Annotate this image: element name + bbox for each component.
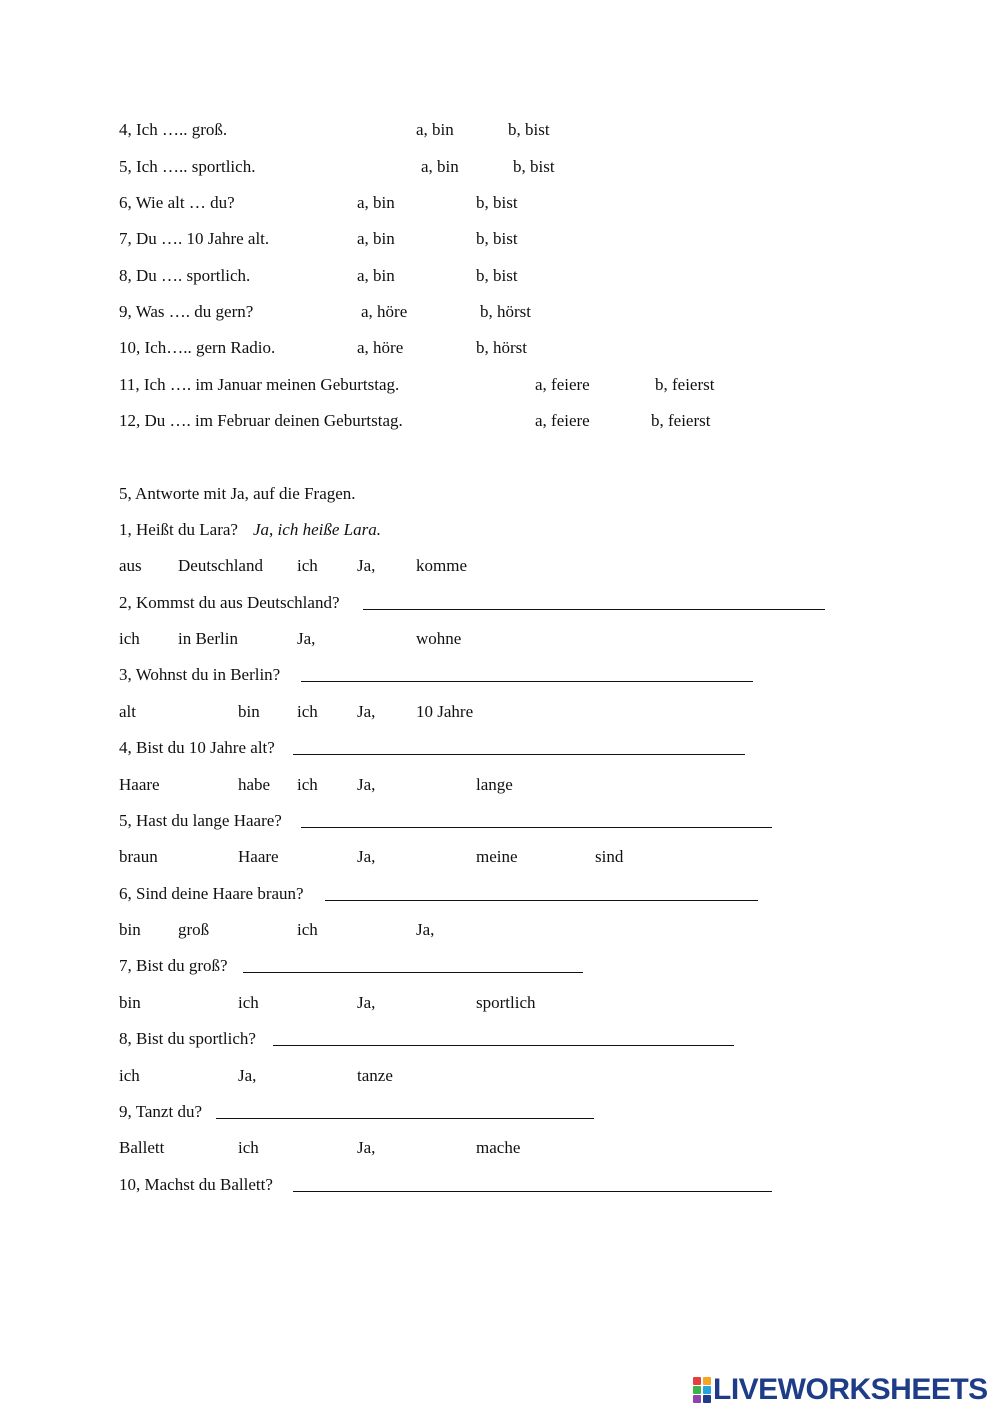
word-chip: Deutschland xyxy=(178,556,263,575)
word-chip: in Berlin xyxy=(178,629,238,648)
question-text: 5, Hast du lange Haare? xyxy=(119,811,282,830)
mc-option-b[interactable]: b, feierst xyxy=(651,411,711,430)
mc-option-a[interactable]: a, bin xyxy=(357,193,395,212)
word-chip: ich xyxy=(297,556,318,575)
mc-question: 12, Du …. im Februar deinen Geburtstag. xyxy=(119,411,403,430)
word-chip: bin xyxy=(238,702,260,721)
word-chip: Ja, xyxy=(416,920,435,939)
answer-blank[interactable] xyxy=(363,609,825,610)
word-bank xyxy=(0,1135,1000,1161)
word-chip: mache xyxy=(476,1138,521,1157)
example-line xyxy=(0,517,1000,543)
word-chip: komme xyxy=(416,556,467,575)
word-chip: Ja, xyxy=(238,1066,257,1085)
word-bank xyxy=(0,1063,1000,1089)
word-chip: Ja, xyxy=(357,847,376,866)
mc-question: 8, Du …. sportlich. xyxy=(119,266,251,285)
word-chip: bin xyxy=(119,993,141,1012)
answer-blank[interactable] xyxy=(273,1045,734,1046)
answer-blank[interactable] xyxy=(243,972,583,973)
question-text: 3, Wohnst du in Berlin? xyxy=(119,665,281,684)
word-bank xyxy=(0,990,1000,1016)
mc-question: 11, Ich …. im Januar meinen Geburtstag. xyxy=(119,375,400,394)
question-line xyxy=(0,735,1000,761)
mc-line xyxy=(0,226,1000,252)
word-chip: tanze xyxy=(357,1066,393,1085)
answer-blank[interactable] xyxy=(301,681,753,682)
word-chip: ich xyxy=(119,629,140,648)
question-line xyxy=(0,1099,1000,1125)
mc-option-a[interactable]: a, bin xyxy=(357,266,395,285)
mc-option-b[interactable]: b, bist xyxy=(513,157,555,176)
word-chip: sportlich xyxy=(476,993,536,1012)
question-text: 2, Kommst du aus Deutschland? xyxy=(119,593,340,612)
word-chip: ich xyxy=(238,1138,259,1157)
word-bank xyxy=(0,699,1000,725)
mc-question: 10, Ich….. gern Radio. xyxy=(119,338,276,357)
mc-option-a[interactable]: a, höre xyxy=(357,338,404,357)
mc-question: 5, Ich ….. sportlich. xyxy=(119,157,256,176)
mc-line xyxy=(0,190,1000,216)
brand-name: LIVEWORKSHEETS xyxy=(713,1373,988,1406)
answer-blank[interactable] xyxy=(293,754,745,755)
word-chip: Haare xyxy=(119,775,160,794)
mc-option-a[interactable]: a, höre xyxy=(361,302,408,321)
mc-option-b[interactable]: b, bist xyxy=(476,266,518,285)
word-chip: ich xyxy=(238,993,259,1012)
word-chip: Haare xyxy=(238,847,279,866)
word-chip: Ja, xyxy=(357,556,376,575)
mc-option-b[interactable]: b, feierst xyxy=(655,375,715,394)
question-text: 10, Machst du Ballett? xyxy=(119,1175,273,1194)
liveworksheets-logo-icon xyxy=(693,1377,711,1403)
mc-line xyxy=(0,335,1000,361)
question-line xyxy=(0,1026,1000,1052)
mc-option-a[interactable]: a, feiere xyxy=(535,411,590,430)
word-bank xyxy=(0,626,1000,652)
exercise-title: 5, Antworte mit Ja, auf die Fragen. xyxy=(119,484,356,503)
mc-line xyxy=(0,154,1000,180)
answer-blank[interactable] xyxy=(216,1118,594,1119)
word-chip: wohne xyxy=(416,629,462,648)
question-text: 7, Bist du groß? xyxy=(119,956,228,975)
word-chip: groß xyxy=(178,920,210,939)
word-chip: braun xyxy=(119,847,158,866)
answer-blank[interactable] xyxy=(325,900,758,901)
word-chip: Ja, xyxy=(357,993,376,1012)
mc-question: 4, Ich ….. groß. xyxy=(119,120,228,139)
question-line xyxy=(0,590,1000,616)
mc-line xyxy=(0,408,1000,434)
word-bank xyxy=(0,844,1000,870)
word-chip: aus xyxy=(119,556,142,575)
answer-blank[interactable] xyxy=(293,1191,772,1192)
exercise-title-line xyxy=(0,481,1000,507)
mc-option-b[interactable]: b, hörst xyxy=(480,302,531,321)
word-bank xyxy=(0,772,1000,798)
word-chip: ich xyxy=(297,775,318,794)
mc-line xyxy=(0,117,1000,143)
mc-question: 6, Wie alt … du? xyxy=(119,193,235,212)
question-text: 4, Bist du 10 Jahre alt? xyxy=(119,738,275,757)
mc-line xyxy=(0,299,1000,325)
question-text: 8, Bist du sportlich? xyxy=(119,1029,256,1048)
word-bank xyxy=(0,553,1000,579)
question-line xyxy=(0,953,1000,979)
word-chip: Ballett xyxy=(119,1138,165,1157)
mc-line xyxy=(0,372,1000,398)
mc-option-b[interactable]: b, bist xyxy=(508,120,550,139)
mc-option-a[interactable]: a, bin xyxy=(357,229,395,248)
mc-option-b[interactable]: b, bist xyxy=(476,193,518,212)
question-text: 6, Sind deine Haare braun? xyxy=(119,884,304,903)
example-question: 1, Heißt du Lara? xyxy=(119,520,238,539)
word-chip: ich xyxy=(297,920,318,939)
word-chip: Ja, xyxy=(357,1138,376,1157)
word-bank xyxy=(0,917,1000,943)
word-chip: ich xyxy=(297,702,318,721)
question-text: 9, Tanzt du? xyxy=(119,1102,202,1121)
word-chip: bin xyxy=(119,920,141,939)
word-chip: lange xyxy=(476,775,513,794)
mc-option-a[interactable]: a, bin xyxy=(421,157,459,176)
mc-option-a[interactable]: a, bin xyxy=(416,120,454,139)
question-line xyxy=(0,1172,1000,1198)
word-chip: sind xyxy=(595,847,624,866)
word-chip: meine xyxy=(476,847,518,866)
mc-question: 7, Du …. 10 Jahre alt. xyxy=(119,229,270,248)
question-line xyxy=(0,808,1000,834)
mc-option-b[interactable]: b, bist xyxy=(476,229,518,248)
example-answer: Ja, ich heiße Lara. xyxy=(253,520,381,539)
question-line xyxy=(0,881,1000,907)
word-chip: ich xyxy=(119,1066,140,1085)
mc-line xyxy=(0,263,1000,289)
mc-question: 9, Was …. du gern? xyxy=(119,302,254,321)
answer-blank[interactable] xyxy=(301,827,772,828)
word-chip: habe xyxy=(238,775,271,794)
word-chip: alt xyxy=(119,702,136,721)
mc-option-b[interactable]: b, hörst xyxy=(476,338,527,357)
question-line xyxy=(0,662,1000,688)
word-chip: 10 Jahre xyxy=(416,702,474,721)
word-chip: Ja, xyxy=(297,629,316,648)
liveworksheets-logo xyxy=(693,1373,993,1407)
mc-option-a[interactable]: a, feiere xyxy=(535,375,590,394)
word-chip: Ja, xyxy=(357,702,376,721)
word-chip: Ja, xyxy=(357,775,376,794)
